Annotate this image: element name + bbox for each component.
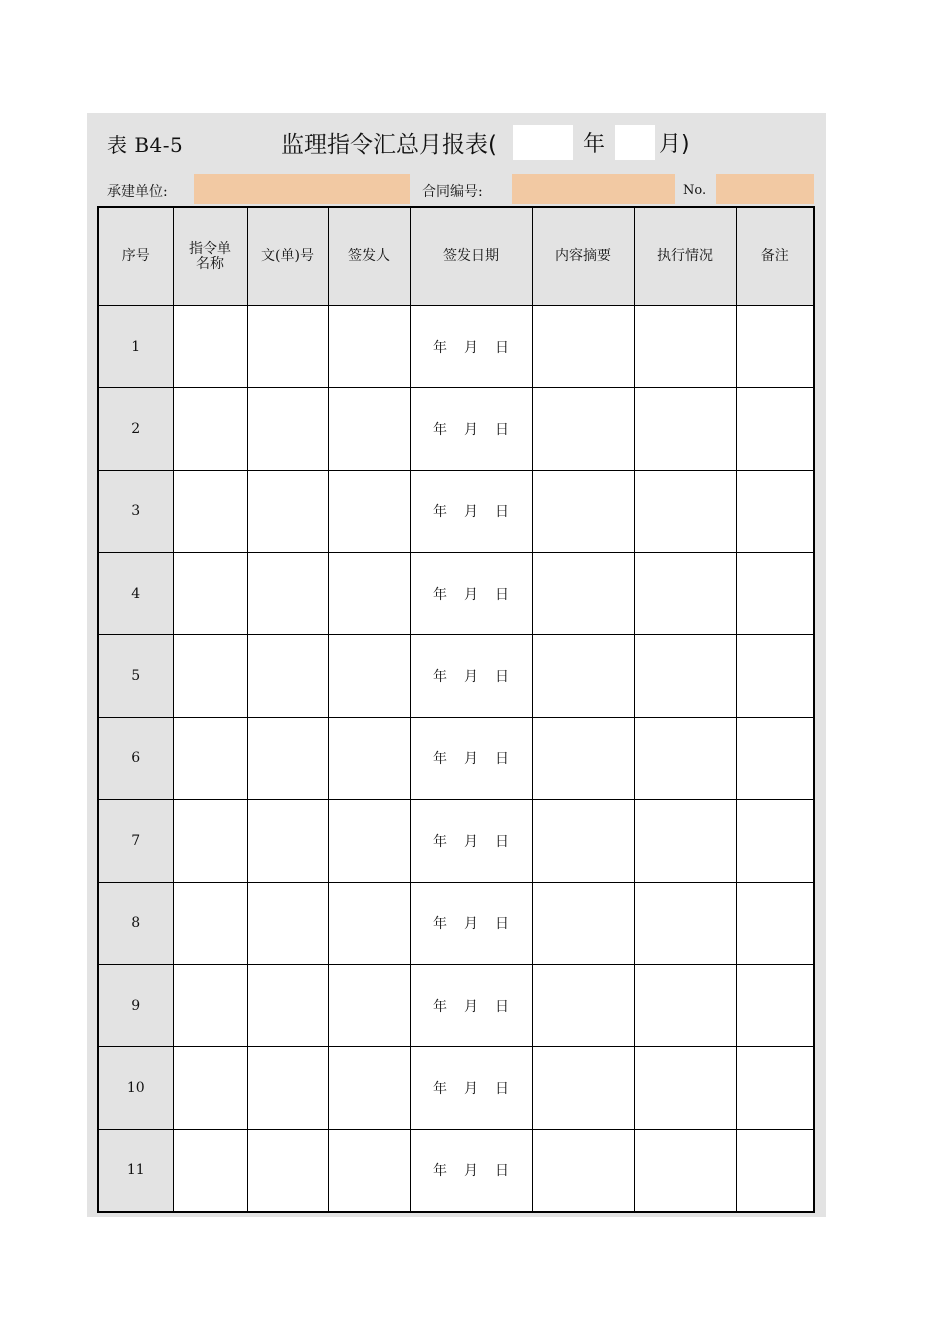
- issuer-cell[interactable]: [328, 964, 410, 1046]
- summary-cell[interactable]: [532, 717, 634, 799]
- contract-no-field[interactable]: [512, 174, 675, 204]
- date-month-label: 月: [464, 916, 478, 933]
- name-cell[interactable]: [173, 717, 247, 799]
- col-header-name-line2: 名称: [196, 255, 224, 272]
- table-body: [98, 306, 814, 1213]
- remarks-cell[interactable]: [736, 800, 814, 882]
- issuer-cell[interactable]: [328, 635, 410, 717]
- execution-cell[interactable]: [634, 800, 736, 882]
- name-cell[interactable]: [173, 800, 247, 882]
- table-row: [98, 717, 814, 799]
- date-year-label: 年: [433, 833, 447, 850]
- date-day-label: 日: [495, 751, 509, 768]
- no-label: No.: [683, 183, 707, 198]
- doc-no-cell[interactable]: [247, 800, 328, 882]
- remarks-cell[interactable]: [736, 882, 814, 964]
- year-suffix: 年: [583, 132, 606, 157]
- remarks-cell[interactable]: [736, 717, 814, 799]
- name-cell[interactable]: [173, 882, 247, 964]
- row-number: 7: [98, 800, 173, 882]
- execution-cell[interactable]: [634, 882, 736, 964]
- doc-no-cell[interactable]: [247, 306, 328, 388]
- name-cell[interactable]: [173, 635, 247, 717]
- no-field[interactable]: [716, 174, 814, 204]
- col-header-name-line1: 指令单: [189, 240, 231, 257]
- date-year-label: 年: [433, 422, 447, 439]
- name-cell[interactable]: [173, 553, 247, 635]
- row-number: 5: [98, 635, 173, 717]
- doc-no-cell[interactable]: [247, 635, 328, 717]
- table-row: [98, 1047, 814, 1129]
- execution-cell[interactable]: [634, 717, 736, 799]
- doc-no-cell[interactable]: [247, 470, 328, 552]
- date-month-label: 月: [464, 504, 478, 521]
- col-header-remarks: 备注: [736, 207, 814, 306]
- date-day-label: 日: [495, 1080, 509, 1097]
- row-number: 2: [98, 388, 173, 470]
- date-month-label: 月: [464, 833, 478, 850]
- table-row: [98, 635, 814, 717]
- issue-date-cell[interactable]: [410, 1129, 532, 1212]
- page-title: 监理指令汇总月报表(: [281, 132, 497, 158]
- table-row: [98, 882, 814, 964]
- summary-cell[interactable]: [532, 553, 634, 635]
- row-number: 11: [98, 1129, 173, 1212]
- summary-cell[interactable]: [532, 800, 634, 882]
- date-day-label: 日: [495, 504, 509, 521]
- issue-date-cell[interactable]: [410, 800, 532, 882]
- issuer-cell[interactable]: [328, 717, 410, 799]
- contractor-label: 承建单位:: [107, 184, 168, 200]
- col-header-seq: 序号: [98, 207, 173, 306]
- issue-date-cell[interactable]: [410, 717, 532, 799]
- date-year-label: 年: [433, 586, 447, 603]
- instruction-table: [97, 206, 815, 1213]
- issue-date-cell[interactable]: [410, 964, 532, 1046]
- date-year-label: 年: [433, 751, 447, 768]
- doc-no-cell[interactable]: [247, 1129, 328, 1212]
- execution-cell[interactable]: [634, 306, 736, 388]
- date-month-label: 月: [464, 586, 478, 603]
- issuer-cell[interactable]: [328, 553, 410, 635]
- remarks-cell[interactable]: [736, 553, 814, 635]
- date-year-label: 年: [433, 916, 447, 933]
- date-year-label: 年: [433, 339, 447, 356]
- remarks-cell[interactable]: [736, 470, 814, 552]
- date-year-label: 年: [433, 1163, 447, 1180]
- remarks-cell[interactable]: [736, 964, 814, 1046]
- row-number: 10: [98, 1047, 173, 1129]
- name-cell[interactable]: [173, 1047, 247, 1129]
- date-day-label: 日: [495, 833, 509, 850]
- date-year-label: 年: [433, 504, 447, 521]
- issue-date-cell[interactable]: [410, 388, 532, 470]
- row-number: 6: [98, 717, 173, 799]
- col-header-name: [173, 207, 247, 306]
- execution-cell[interactable]: [634, 553, 736, 635]
- summary-cell[interactable]: [532, 1129, 634, 1212]
- table-row: [98, 470, 814, 552]
- issuer-cell[interactable]: [328, 1129, 410, 1212]
- title-row: [87, 113, 826, 171]
- date-month-label: 月: [464, 422, 478, 439]
- year-input[interactable]: [513, 125, 573, 160]
- date-day-label: 日: [495, 422, 509, 439]
- table-row: [98, 388, 814, 470]
- name-cell[interactable]: [173, 470, 247, 552]
- date-month-label: 月: [464, 339, 478, 356]
- summary-cell[interactable]: [532, 1047, 634, 1129]
- issue-date-cell[interactable]: [410, 1047, 532, 1129]
- issue-date-cell[interactable]: [410, 470, 532, 552]
- doc-no-cell[interactable]: [247, 1047, 328, 1129]
- issue-date-cell[interactable]: [410, 306, 532, 388]
- contract-no-label: 合同编号:: [422, 184, 483, 200]
- table-row: [98, 306, 814, 388]
- name-cell[interactable]: [173, 964, 247, 1046]
- doc-no-cell[interactable]: [247, 964, 328, 1046]
- date-month-label: 月: [464, 751, 478, 768]
- date-day-label: 日: [495, 1163, 509, 1180]
- issuer-cell[interactable]: [328, 306, 410, 388]
- summary-cell[interactable]: [532, 388, 634, 470]
- table-header-row: [98, 207, 814, 306]
- remarks-cell[interactable]: [736, 306, 814, 388]
- date-month-label: 月: [464, 1080, 478, 1097]
- info-row: [87, 173, 826, 205]
- form-code: 表 B4-5: [107, 133, 184, 157]
- table-row: [98, 800, 814, 882]
- date-year-label: 年: [433, 1080, 447, 1097]
- col-header-issue-date: 签发日期: [410, 207, 532, 306]
- summary-cell[interactable]: [532, 306, 634, 388]
- summary-cell[interactable]: [532, 635, 634, 717]
- execution-cell[interactable]: [634, 964, 736, 1046]
- row-number: 3: [98, 470, 173, 552]
- date-year-label: 年: [433, 669, 447, 686]
- issuer-cell[interactable]: [328, 1047, 410, 1129]
- date-month-label: 月: [464, 998, 478, 1015]
- table-row: [98, 1129, 814, 1212]
- contractor-field[interactable]: [194, 174, 410, 204]
- month-suffix: 月): [659, 132, 690, 157]
- row-number: 1: [98, 306, 173, 388]
- issuer-cell[interactable]: [328, 470, 410, 552]
- date-day-label: 日: [495, 339, 509, 356]
- summary-cell[interactable]: [532, 882, 634, 964]
- date-day-label: 日: [495, 998, 509, 1015]
- issue-date-cell[interactable]: [410, 635, 532, 717]
- col-header-summary: 内容摘要: [532, 207, 634, 306]
- date-month-label: 月: [464, 1163, 478, 1180]
- issue-date-cell[interactable]: [410, 553, 532, 635]
- issuer-cell[interactable]: [328, 882, 410, 964]
- table-row: [98, 964, 814, 1046]
- doc-no-cell[interactable]: [247, 388, 328, 470]
- col-header-doc-no: 文(单)号: [247, 207, 328, 306]
- remarks-cell[interactable]: [736, 388, 814, 470]
- execution-cell[interactable]: [634, 470, 736, 552]
- row-number: 4: [98, 553, 173, 635]
- month-input[interactable]: [615, 125, 655, 160]
- remarks-cell[interactable]: [736, 635, 814, 717]
- date-year-label: 年: [433, 998, 447, 1015]
- doc-no-cell[interactable]: [247, 717, 328, 799]
- remarks-cell[interactable]: [736, 1129, 814, 1212]
- execution-cell[interactable]: [634, 1047, 736, 1129]
- row-number: 9: [98, 964, 173, 1046]
- summary-cell[interactable]: [532, 964, 634, 1046]
- summary-cell[interactable]: [532, 470, 634, 552]
- col-header-execution: 执行情况: [634, 207, 736, 306]
- table-row: [98, 553, 814, 635]
- row-number: 8: [98, 882, 173, 964]
- remarks-cell[interactable]: [736, 1047, 814, 1129]
- issue-date-cell[interactable]: [410, 882, 532, 964]
- execution-cell[interactable]: [634, 1129, 736, 1212]
- col-header-issuer: 签发人: [328, 207, 410, 306]
- issuer-cell[interactable]: [328, 800, 410, 882]
- name-cell[interactable]: [173, 306, 247, 388]
- date-day-label: 日: [495, 669, 509, 686]
- issuer-cell[interactable]: [328, 388, 410, 470]
- date-month-label: 月: [464, 669, 478, 686]
- date-day-label: 日: [495, 916, 509, 933]
- doc-no-cell[interactable]: [247, 553, 328, 635]
- execution-cell[interactable]: [634, 388, 736, 470]
- name-cell[interactable]: [173, 1129, 247, 1212]
- name-cell[interactable]: [173, 388, 247, 470]
- doc-no-cell[interactable]: [247, 882, 328, 964]
- execution-cell[interactable]: [634, 635, 736, 717]
- date-day-label: 日: [495, 586, 509, 603]
